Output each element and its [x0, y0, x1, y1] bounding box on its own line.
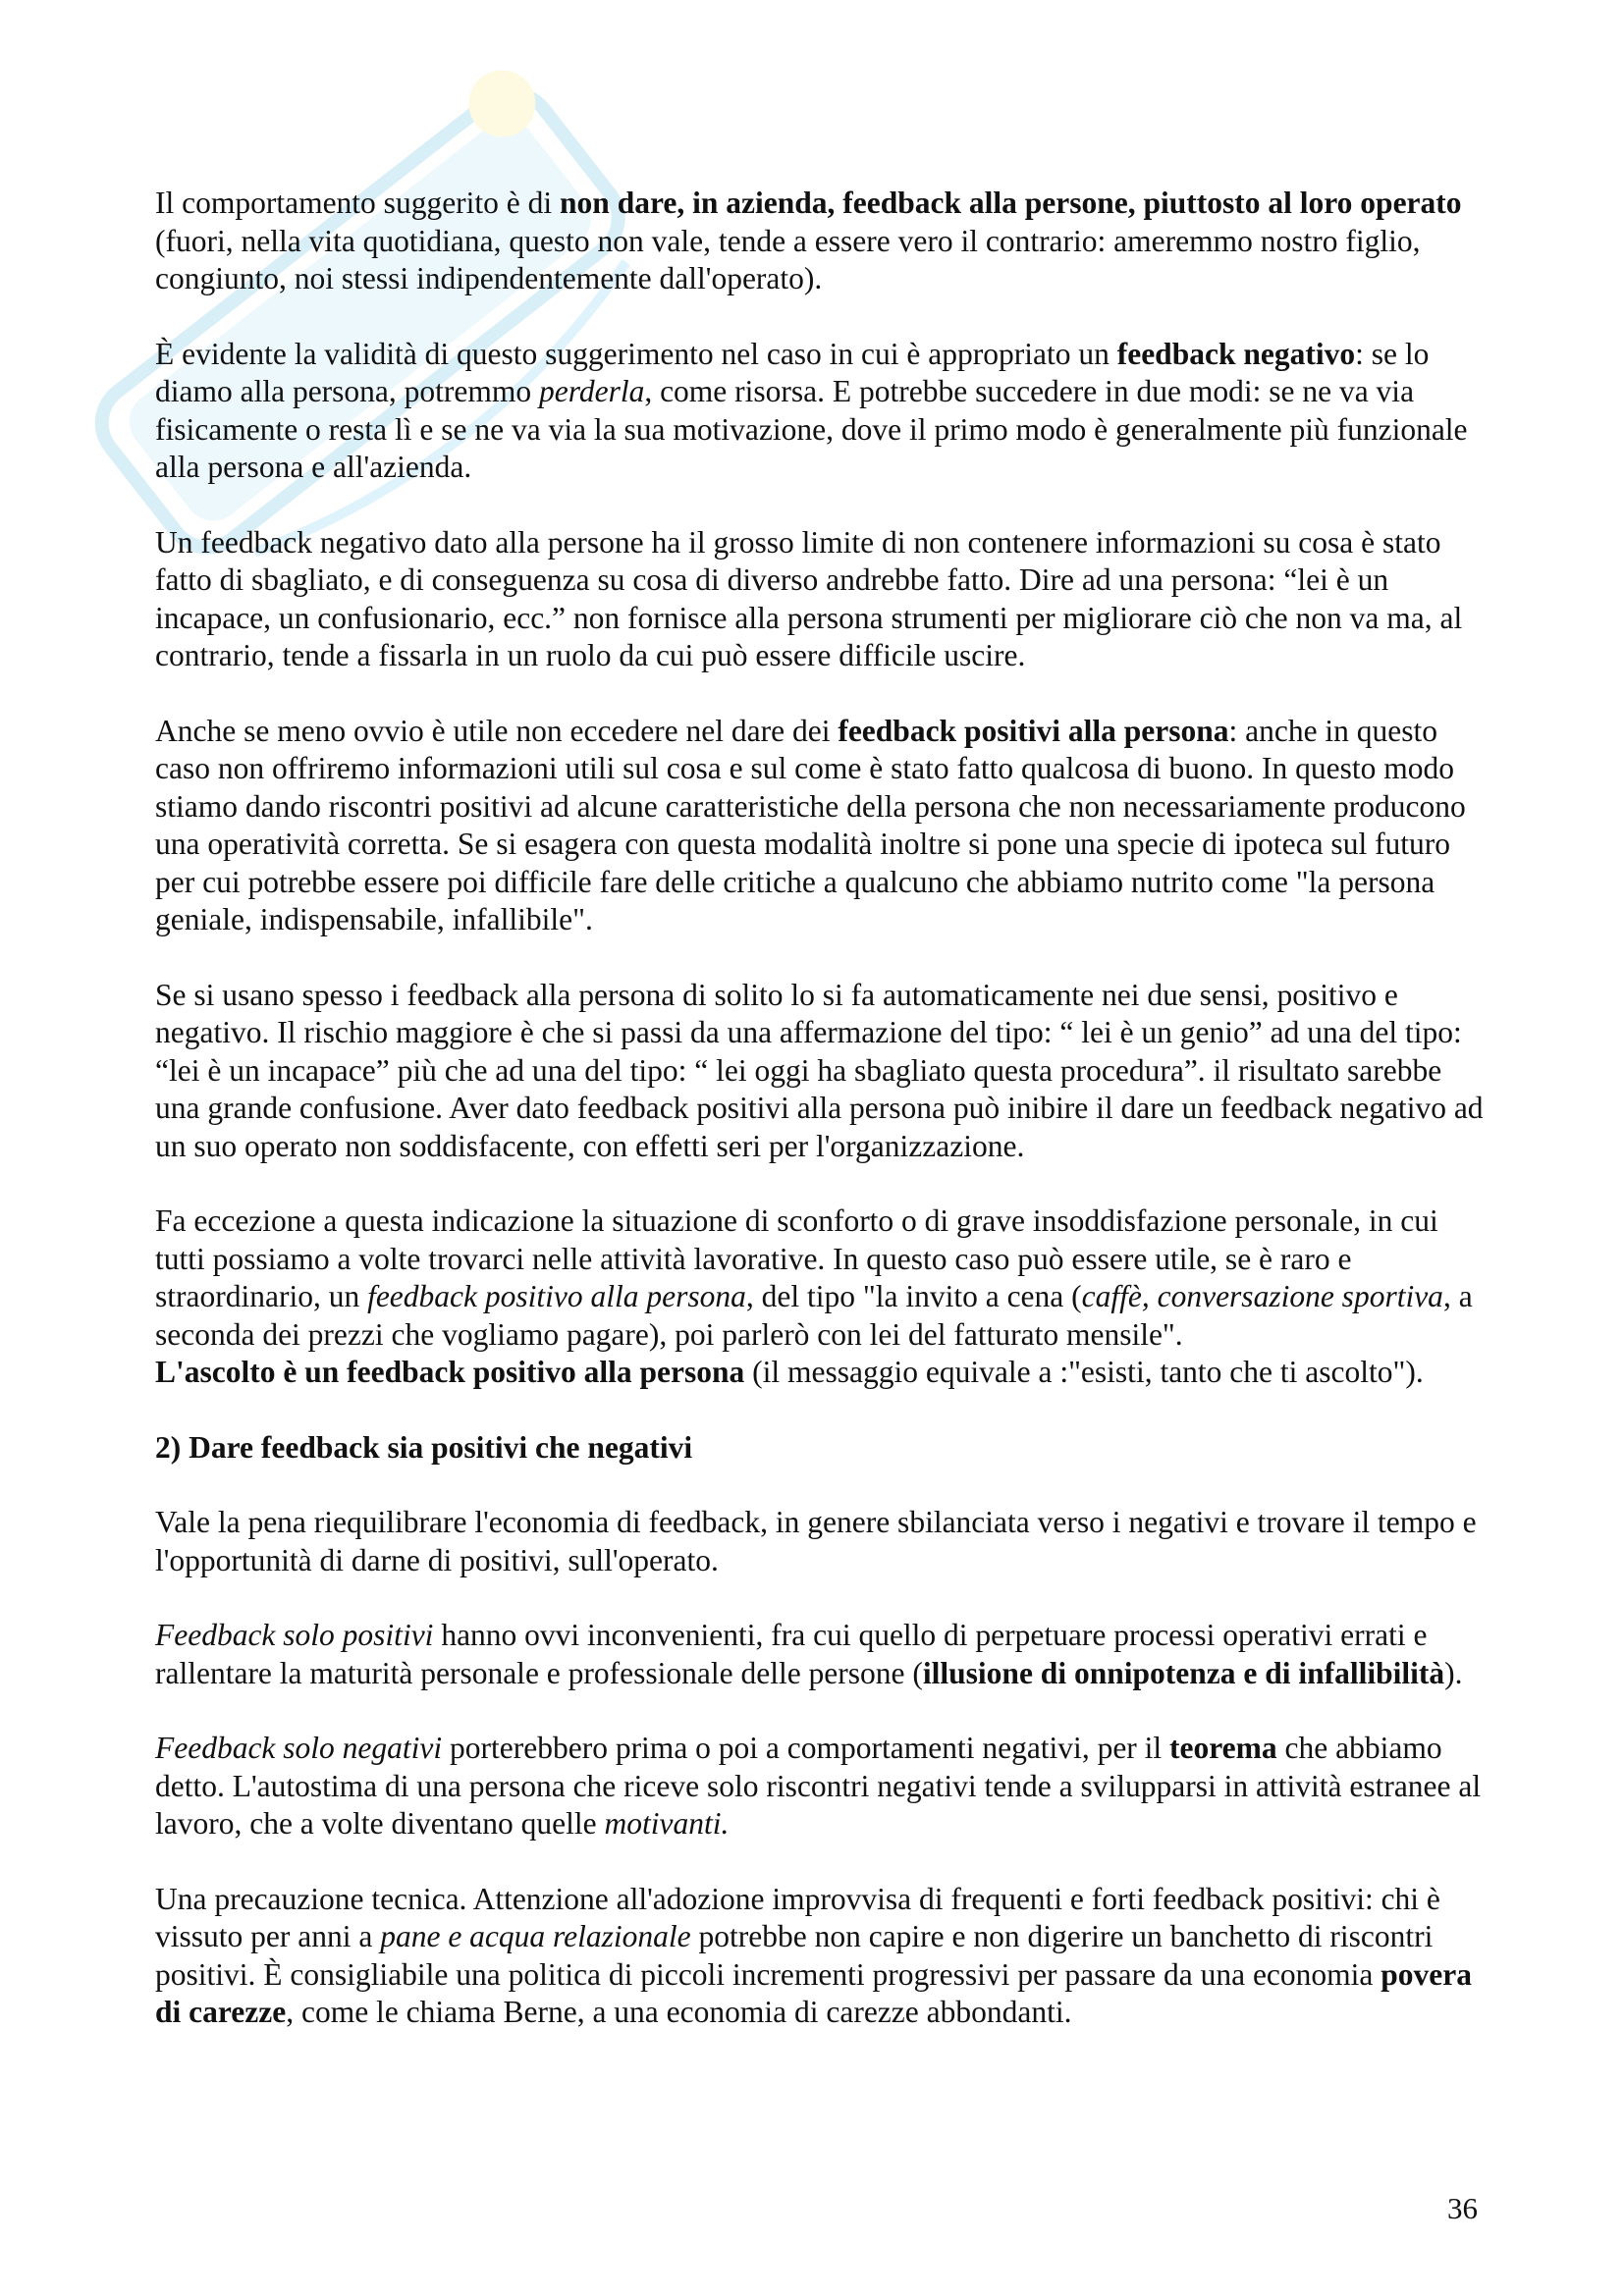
text-run: che abbiamo detto. L'autostima di una persona che riceve solo riscontri negativi tende a svilupparsi in attività estranee al lavoro, che a volte diventano quelle [155, 1731, 1482, 1841]
bold-text: feedback negativo [1116, 336, 1356, 371]
italic-text: Feedback solo positivi [155, 1618, 434, 1652]
italic-text: perderla [539, 374, 645, 408]
text-run: : se lo diamo alla persona, potremmo [155, 336, 1430, 408]
text-run: Anche se meno ovvio è utile non eccedere nel dare dei [155, 713, 839, 748]
bold-text: 2) Dare feedback sia positivi che negativi [155, 1429, 693, 1465]
text-run: , a seconda dei prezzi che vogliamo pagare), poi parlerò con lei del fatturato mensile". [155, 1279, 1473, 1352]
bold-text: teorema [1169, 1731, 1277, 1765]
paragraph [155, 1881, 1490, 2032]
text-run: hanno ovvi inconvenienti, fra cui quello di perpetuare processi operativi errati e rallentare la maturità personale e professionale delle persone ( [155, 1618, 1428, 1690]
paragraph [155, 1730, 1490, 1843]
text-run: potrebbe non capire e non digerire un banchetto di riscontri positivi. È consigliabile una politica di piccoli incrementi progressivi per passare da una economia [155, 1919, 1434, 1992]
paragraph [155, 1504, 1490, 1579]
italic-text: pane e acqua relazionale [380, 1919, 691, 1953]
text-run: Se si usano spesso i feedback alla persona di solito lo si fa automaticamente nei due sensi, positivo e negativo. Il rischio maggiore è che si passi da una affermazione del tipo: “ lei è un genio” ad una del tipo: “lei è un incapace” più che ad una del tipo: “ lei oggi ha sbagliato questa procedura”. il risultato sarebbe una grande confusione. Aver dato feedback positivi alla persona può inibire il dare un feedback negativo ad un suo operato non soddisfacente, con effetti seri per l'organizzazione. [155, 977, 1484, 1163]
bold-text: L'ascolto è un feedback positivo alla persona [155, 1355, 745, 1389]
text-run: Vale la pena riequilibrare l'economia di feedback, in genere sbilanciata verso i negativi e trovare il tempo e l'opportunità di darne di positivi, sull'operato. [155, 1505, 1477, 1577]
italic-text: Feedback solo negativi [155, 1731, 443, 1765]
italic-text: feedback positivo alla persona [367, 1279, 746, 1313]
paragraph [155, 524, 1490, 675]
paragraph [155, 185, 1490, 298]
page-number: 36 [1447, 2191, 1478, 2225]
text-run: , come le chiama Berne, a una economia di carezze abbondanti. [286, 1995, 1072, 2029]
text-run: Il comportamento suggerito è di [155, 186, 561, 220]
bold-text: povera di carezze [155, 1956, 1472, 2029]
italic-text: caffè, conversazione sportiva [1081, 1279, 1443, 1313]
text-run: Una precauzione tecnica. Attenzione all'adozione improvvisa di frequenti e forti feedback positivi: chi è vissuto per anni a [155, 1881, 1440, 1953]
bold-text: non dare, in azienda, feedback alla persone, piuttosto al loro operato [560, 186, 1462, 220]
text-run: : anche in questo caso non offriremo informazioni utili sul cosa e sul come è stato fatto qualcosa di buono. In questo modo stiamo dando riscontri positivi ad alcune caratteristiche della persona che non necessariamente producono una operatività corretta. Se si esagera con questa modalità inoltre si pone una specie di ipoteca sul futuro per cui potrebbe essere poi difficile fare delle critiche a qualcuno che abbiamo nutrito come "la persona geniale, indispensabile, infallibile". [155, 713, 1466, 936]
text-run: , come risorsa. E potrebbe succedere in due modi: se ne va via fisicamente o resta lì e se ne va via la sua motivazione, dove il primo modo è generalmente più funzionale alla persona e all'azienda. [155, 374, 1468, 484]
text-run: Un feedback negativo dato alla persone ha il grosso limite di non contenere informazioni su cosa è stato fatto di sbagliato, e di conseguenza su cosa di diverso andrebbe fatto. Dire ad una persona: “lei è un incapace, un confusionario, ecc.” non fornisce alla persona strumenti per migliorare ciò che non va ma, al contrario, tende a fissarla in un ruolo da cui può essere difficile uscire. [155, 524, 1463, 672]
text-run: (fuori, nella vita quotidiana, questo non vale, tende a essere vero il contrario: ameremmo nostro figlio, congiunto, noi stessi indipendentemente dall'operato). [155, 223, 1421, 295]
text-run: (il messaggio equivale a :"esisti, tanto che ti ascolto"). [744, 1355, 1424, 1389]
paragraph [155, 977, 1490, 1166]
paragraph [155, 336, 1490, 487]
italic-text: motivanti. [604, 1806, 730, 1841]
section-heading [155, 1429, 1490, 1468]
bold-text: illusione di onnipotenza e di infallibilità [922, 1655, 1445, 1690]
text-run: È evidente la validità di questo suggerimento nel caso in cui è appropriato un [155, 336, 1117, 371]
paragraph [155, 1354, 1490, 1392]
paragraph [155, 1617, 1490, 1692]
text-run: porterebbero prima o poi a comportamenti negativi, per il [442, 1731, 1170, 1765]
text-run: ). [1444, 1655, 1463, 1690]
paragraph [155, 1202, 1490, 1354]
bold-text: feedback positivi alla persona [838, 713, 1229, 748]
text-run: Fa eccezione a questa indicazione la situazione di sconforto o di grave insoddisfazione personale, in cui tutti possiamo a volte trovarci nelle attività lavorative. In questo caso può essere utile, se è raro e straordinario, un [155, 1203, 1438, 1313]
paragraph [155, 713, 1490, 939]
text-run: , del tipo "la invito a cena ( [745, 1279, 1082, 1313]
document-body [155, 185, 1490, 2069]
